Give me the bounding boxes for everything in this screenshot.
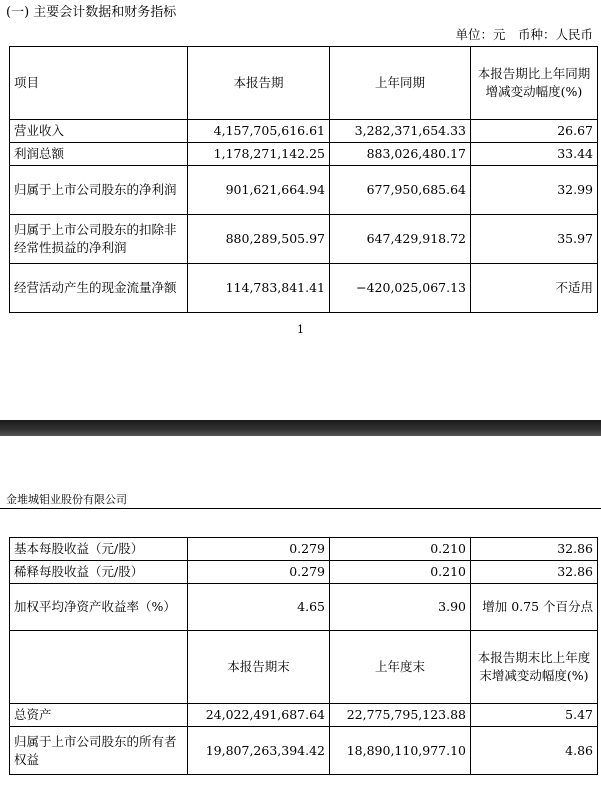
table-row [10,538,598,561]
cell-prior: 0.210 [330,561,471,584]
cell-change: 32.99 [471,166,598,215]
header-change-pct: 本报告期末比上年度末增减变动幅度(%) [471,631,598,704]
table-row [10,727,598,775]
row-label: 加权平均净资产收益率（%） [10,584,188,631]
cell-change: 不适用 [471,264,598,313]
row-label: 经营活动产生的现金流量净额 [10,264,188,313]
table-row [10,143,598,166]
header-item: 项目 [10,47,188,120]
row-label: 稀释每股收益（元/股） [10,561,188,584]
financial-data-table-1 [9,46,598,313]
table-row [10,120,598,143]
table-header-row [10,631,598,704]
cell-change: 32.86 [471,538,598,561]
cell-prior: 18,890,110,977.10 [330,727,471,775]
cell-current: 0.279 [188,538,330,561]
row-label: 营业收入 [10,120,188,143]
section-heading: (一) 主要会计数据和财务指标 [6,5,177,20]
table-row [10,561,598,584]
cell-current: 901,621,664.94 [188,166,330,215]
cell-change: 32.86 [471,561,598,584]
row-label: 基本每股收益（元/股） [10,538,188,561]
table-row [10,704,598,727]
company-header: 金堆城钼业股份有限公司 [6,493,127,506]
cell-prior: 677,950,685.64 [330,166,471,215]
cell-prior: 647,429,918.72 [330,215,471,264]
header-rule [0,508,601,509]
header-change-pct: 本报告期比上年同期增减变动幅度(%) [471,47,598,120]
cell-prior: 22,775,795,123.88 [330,704,471,727]
cell-change: 35.97 [471,215,598,264]
table-header-row [10,47,598,120]
cell-current: 880,289,505.97 [188,215,330,264]
cell-current: 114,783,841.41 [188,264,330,313]
page-number: 1 [297,323,304,336]
page-break-bar [0,420,601,436]
header-prior-period: 上年同期 [330,47,471,120]
cell-current: 0.279 [188,561,330,584]
cell-prior: 0.210 [330,538,471,561]
cell-current: 24,022,491,687.64 [188,704,330,727]
cell-change: 33.44 [471,143,598,166]
header-current-period: 本报告期 [188,47,330,120]
cell-change: 26.67 [471,120,598,143]
cell-current: 19,807,263,394.42 [188,727,330,775]
row-label: 总资产 [10,704,188,727]
table-row [10,215,598,264]
cell-current: 4,157,705,616.61 [188,120,330,143]
cell-prior: 883,026,480.17 [330,143,471,166]
unit-currency-line: 单位：元 币种：人民币 [455,27,593,42]
cell-change: 4.86 [471,727,598,775]
cell-prior: 3,282,371,654.33 [330,120,471,143]
header-period-end: 本报告期末 [188,631,330,704]
table-row [10,584,598,631]
row-label: 归属于上市公司股东的扣除非经常性损益的净利润 [10,215,188,264]
cell-prior: −420,025,067.13 [330,264,471,313]
cell-change: 增加 0.75 个百分点 [471,584,598,631]
cell-prior: 3.90 [330,584,471,631]
row-label: 归属于上市公司股东的净利润 [10,166,188,215]
header-prior-year-end: 上年度末 [330,631,471,704]
cell-current: 1,178,271,142.25 [188,143,330,166]
table-row [10,166,598,215]
cell-change: 5.47 [471,704,598,727]
financial-data-table-2 [9,537,598,775]
row-label: 归属于上市公司股东的所有者权益 [10,727,188,775]
header-blank [10,631,188,704]
row-label: 利润总额 [10,143,188,166]
table-row [10,264,598,313]
cell-current: 4.65 [188,584,330,631]
